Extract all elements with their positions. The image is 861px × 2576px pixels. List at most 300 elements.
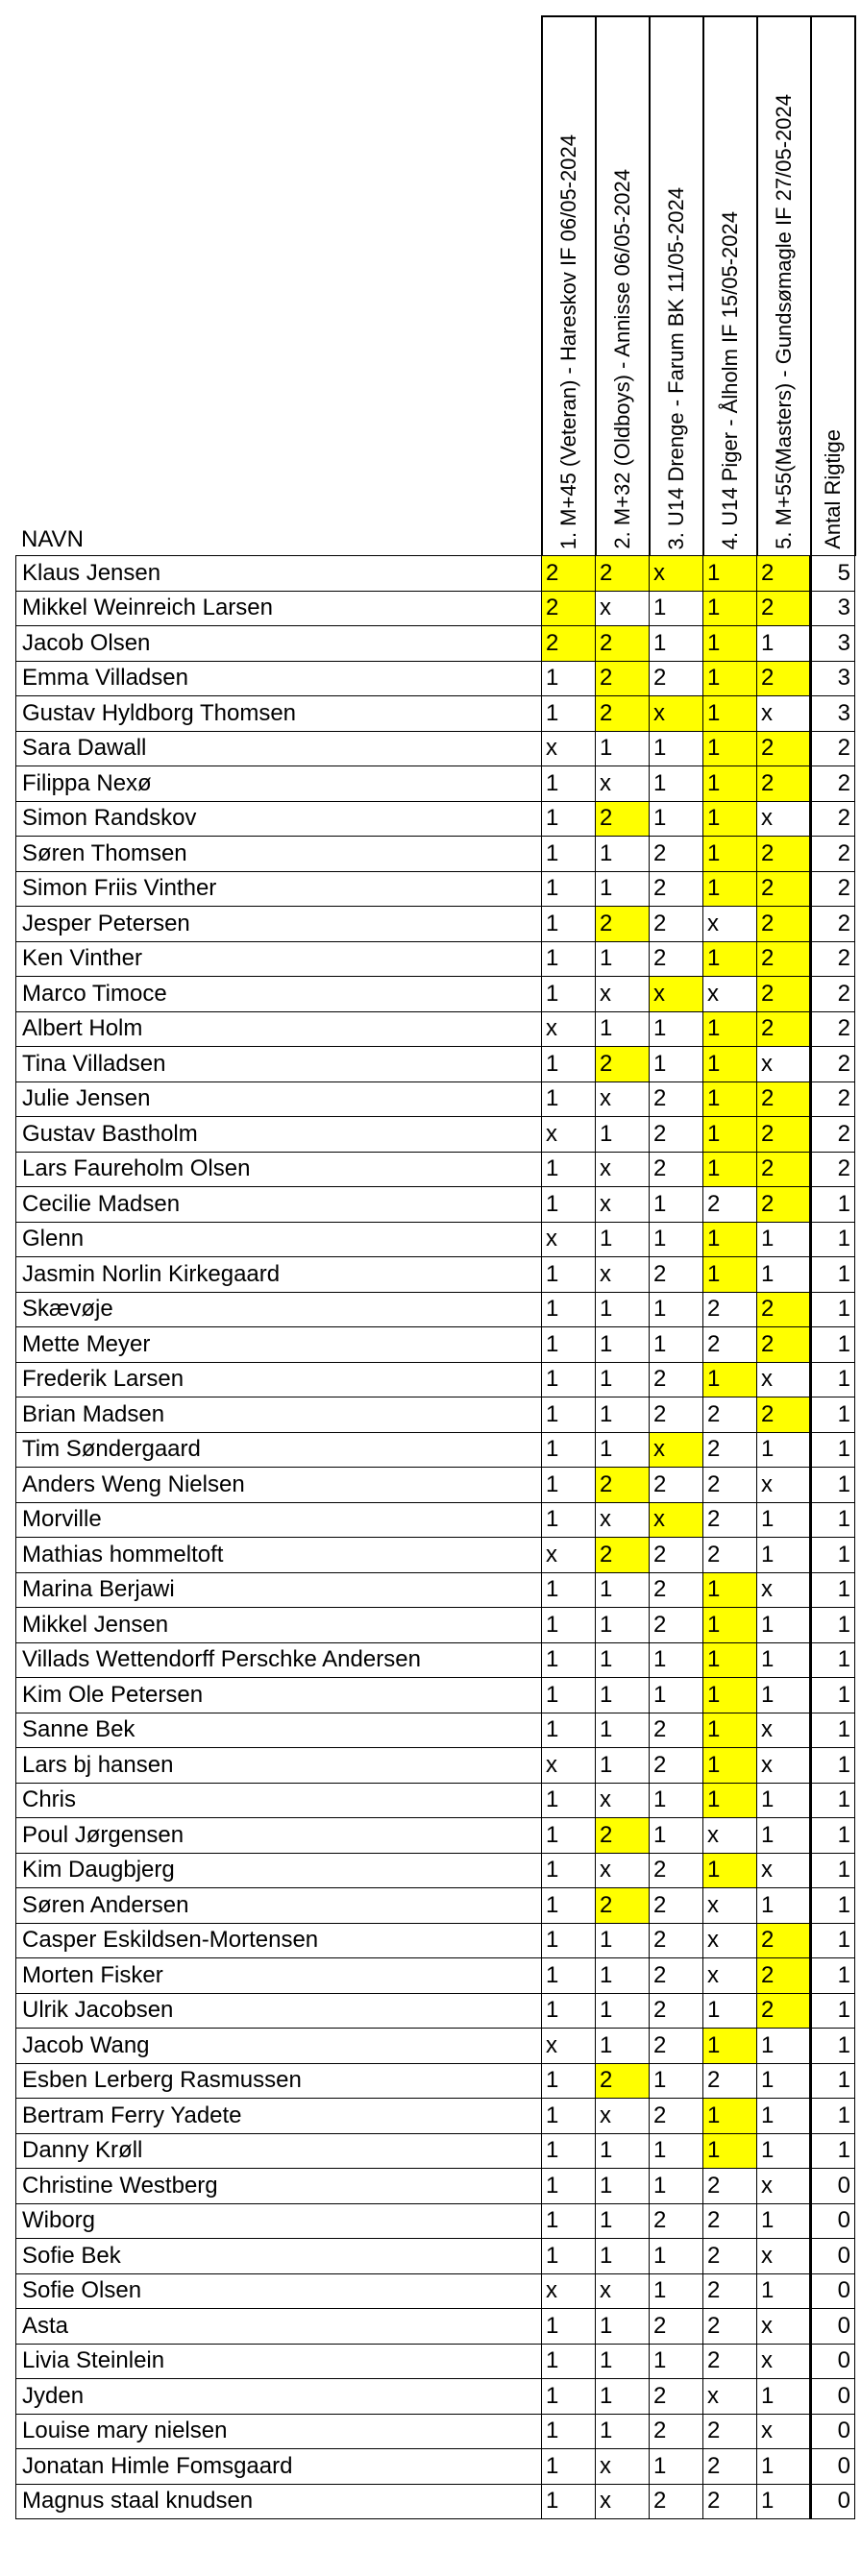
pick-cell-5: 2	[757, 837, 811, 872]
table-row	[16, 626, 855, 662]
pick-cell-3: 2	[650, 2203, 703, 2239]
pick-cell-3: 1	[650, 2169, 703, 2204]
pick-cell-4: 2	[703, 2169, 757, 2204]
pick-cell-5: 1	[757, 1888, 811, 1924]
table-row	[16, 556, 855, 592]
pick-cell-5: x	[757, 2414, 811, 2449]
table-row	[16, 1958, 855, 1994]
participant-name: Brian Madsen	[16, 1397, 542, 1433]
participant-name: Klaus Jensen	[16, 556, 542, 592]
pick-cell-5: x	[757, 1362, 811, 1397]
pick-cell-4: 2	[703, 2344, 757, 2379]
pick-cell-2: 2	[596, 556, 650, 592]
score-cell: 0	[811, 2414, 855, 2449]
pick-cell-4: 1	[703, 556, 757, 592]
score-cell: 2	[811, 907, 855, 942]
pick-cell-5: x	[757, 1853, 811, 1888]
participant-name: Gustav Bastholm	[16, 1117, 542, 1153]
pick-cell-4: 1	[703, 1011, 757, 1047]
pick-cell-3: 2	[650, 1117, 703, 1153]
participant-name: Bertram Ferry Yadete	[16, 2099, 542, 2134]
pick-cell-4: x	[703, 1888, 757, 1924]
table-row	[16, 977, 855, 1012]
pick-cell-4: 1	[703, 1608, 757, 1643]
table-row	[16, 2099, 855, 2134]
pick-cell-1: 1	[542, 696, 596, 732]
pick-cell-2: x	[596, 1853, 650, 1888]
score-cell: 0	[811, 2203, 855, 2239]
pick-cell-4: 1	[703, 591, 757, 626]
pick-cell-5: x	[757, 2239, 811, 2274]
pick-cell-5: x	[757, 801, 811, 837]
pick-cell-2: 1	[596, 2379, 650, 2415]
match-label-4: 4. U14 Piger - Ålholm IF 15/05-2024	[717, 210, 742, 549]
pick-cell-5: x	[757, 2309, 811, 2345]
table-row	[16, 1608, 855, 1643]
pick-cell-4: 2	[703, 1468, 757, 1503]
pick-cell-1: 1	[542, 2344, 596, 2379]
pick-cell-3: 2	[650, 871, 703, 907]
participant-name: Danny Krøll	[16, 2133, 542, 2169]
participant-name: Ulrik Jacobsen	[16, 1993, 542, 2029]
table-row	[16, 1678, 855, 1713]
pick-cell-1: 1	[542, 2449, 596, 2485]
pick-cell-2: 2	[596, 1468, 650, 1503]
pick-cell-2: 1	[596, 2414, 650, 2449]
table-row	[16, 731, 855, 766]
pick-cell-3: 1	[650, 1327, 703, 1363]
pick-cell-4: 2	[703, 2239, 757, 2274]
pick-cell-3: 1	[650, 626, 703, 662]
pick-cell-4: x	[703, 2379, 757, 2415]
pick-cell-2: 1	[596, 2309, 650, 2345]
pick-cell-5: 1	[757, 1678, 811, 1713]
pick-cell-5: 1	[757, 2379, 811, 2415]
pick-cell-4: 1	[703, 871, 757, 907]
pick-cell-1: 1	[542, 1327, 596, 1363]
pick-cell-1: 1	[542, 1362, 596, 1397]
pick-cell-3: 1	[650, 1818, 703, 1854]
pick-cell-4: 2	[703, 1538, 757, 1573]
table-row	[16, 1081, 855, 1117]
pick-cell-5: 1	[757, 1608, 811, 1643]
score-cell: 1	[811, 1923, 855, 1958]
pick-cell-5: 1	[757, 2273, 811, 2309]
table-row	[16, 2414, 855, 2449]
pick-cell-4: 1	[703, 1257, 757, 1293]
pick-cell-2: x	[596, 1081, 650, 1117]
table-row	[16, 801, 855, 837]
pick-cell-1: 1	[542, 2133, 596, 2169]
table-row	[16, 1572, 855, 1608]
score-cell: 2	[811, 801, 855, 837]
score-cell: 1	[811, 1397, 855, 1433]
pick-cell-5: 2	[757, 1993, 811, 2029]
pick-cell-3: 2	[650, 1958, 703, 1994]
score-cell: 1	[811, 1642, 855, 1678]
match-label-3: 3. U14 Drenge - Farum BK 11/05-2024	[663, 186, 688, 549]
pick-cell-5: 1	[757, 626, 811, 662]
participant-name: Søren Thomsen	[16, 837, 542, 872]
score-cell: 1	[811, 1432, 855, 1468]
table-row	[16, 907, 855, 942]
pick-cell-2: 2	[596, 801, 650, 837]
score-cell: 1	[811, 1572, 855, 1608]
participant-name: Glenn	[16, 1222, 542, 1257]
score-cell: 0	[811, 2239, 855, 2274]
pick-cell-3: 2	[650, 837, 703, 872]
pick-cell-1: 1	[542, 1081, 596, 1117]
pick-cell-2: 1	[596, 2133, 650, 2169]
participant-name: Jasmin Norlin Kirkegaard	[16, 1257, 542, 1293]
score-cell: 1	[811, 1818, 855, 1854]
pick-cell-1: 1	[542, 941, 596, 977]
participant-name: Sanne Bek	[16, 1713, 542, 1748]
pick-cell-4: 1	[703, 1572, 757, 1608]
pick-cell-3: 2	[650, 1748, 703, 1784]
pick-cell-4: 1	[703, 766, 757, 802]
pick-cell-5: 2	[757, 1397, 811, 1433]
score-cell: 1	[811, 1362, 855, 1397]
pick-cell-1: 1	[542, 977, 596, 1012]
pick-cell-4: 1	[703, 1853, 757, 1888]
pick-cell-2: 1	[596, 1362, 650, 1397]
pick-cell-3: 1	[650, 2133, 703, 2169]
score-cell: 2	[811, 731, 855, 766]
table-row	[16, 591, 855, 626]
match-header-1	[542, 16, 596, 556]
table-row	[16, 1502, 855, 1538]
score-cell: 2	[811, 871, 855, 907]
pick-cell-3: 1	[650, 1678, 703, 1713]
score-cell: 1	[811, 1538, 855, 1573]
match-header-4	[703, 16, 757, 556]
pick-cell-3: 2	[650, 1713, 703, 1748]
table-row	[16, 696, 855, 732]
pick-cell-2: 1	[596, 1292, 650, 1327]
table-row	[16, 1327, 855, 1363]
pick-cell-3: 1	[650, 591, 703, 626]
pick-cell-1: 1	[542, 1292, 596, 1327]
score-cell: 1	[811, 1608, 855, 1643]
table-row	[16, 2239, 855, 2274]
table-row	[16, 941, 855, 977]
pick-cell-5: 1	[757, 1818, 811, 1854]
pick-cell-5: 2	[757, 1327, 811, 1363]
pick-cell-5: 2	[757, 591, 811, 626]
pick-cell-2: 1	[596, 1642, 650, 1678]
pick-cell-2: x	[596, 2484, 650, 2519]
pick-cell-4: 2	[703, 1432, 757, 1468]
score-cell: 2	[811, 977, 855, 1012]
pick-cell-2: x	[596, 766, 650, 802]
participant-name: Frederik Larsen	[16, 1362, 542, 1397]
participant-name: Simon Friis Vinther	[16, 871, 542, 907]
pick-cell-2: 1	[596, 1117, 650, 1153]
pick-cell-1: x	[542, 1222, 596, 1257]
pick-cell-3: 1	[650, 1011, 703, 1047]
pick-cell-3: 2	[650, 1468, 703, 1503]
pick-cell-5: 2	[757, 1292, 811, 1327]
participant-name: Mikkel Jensen	[16, 1608, 542, 1643]
pick-cell-5: 1	[757, 2449, 811, 2485]
table-row	[16, 1993, 855, 2029]
pick-cell-1: 1	[542, 2063, 596, 2099]
pick-cell-4: 1	[703, 696, 757, 732]
participant-name: Mathias hommeltoft	[16, 1538, 542, 1573]
pick-cell-1: 1	[542, 1958, 596, 1994]
pick-cell-2: 1	[596, 1327, 650, 1363]
table-row	[16, 1292, 855, 1327]
pick-cell-5: 2	[757, 1011, 811, 1047]
pick-cell-3: x	[650, 977, 703, 1012]
participant-name: Wiborg	[16, 2203, 542, 2239]
pick-cell-4: x	[703, 907, 757, 942]
pick-cell-4: 1	[703, 1117, 757, 1153]
pick-cell-3: 2	[650, 1257, 703, 1293]
table-row	[16, 871, 855, 907]
pick-cell-1: 1	[542, 1432, 596, 1468]
pick-cell-1: 1	[542, 1993, 596, 2029]
pick-cell-2: 1	[596, 1432, 650, 1468]
pick-cell-1: 1	[542, 1572, 596, 1608]
pick-cell-5: 1	[757, 1502, 811, 1538]
score-cell: 1	[811, 1502, 855, 1538]
pick-cell-5: 2	[757, 731, 811, 766]
pick-cell-5: 1	[757, 1538, 811, 1573]
pick-cell-3: 2	[650, 1608, 703, 1643]
pick-cell-3: x	[650, 556, 703, 592]
pick-cell-4: x	[703, 977, 757, 1012]
pick-cell-4: 1	[703, 1783, 757, 1818]
pick-cell-4: 1	[703, 1047, 757, 1082]
pick-cell-2: 2	[596, 1538, 650, 1573]
pick-cell-1: x	[542, 1748, 596, 1784]
pick-cell-5: 1	[757, 1222, 811, 1257]
pick-cell-3: 2	[650, 1923, 703, 1958]
pick-cell-3: 2	[650, 1572, 703, 1608]
table-row	[16, 1222, 855, 1257]
pick-cell-3: 2	[650, 2484, 703, 2519]
pick-cell-5: x	[757, 1468, 811, 1503]
pick-cell-4: x	[703, 1923, 757, 1958]
pick-cell-5: 2	[757, 556, 811, 592]
score-cell: 2	[811, 1011, 855, 1047]
pick-cell-4: 1	[703, 731, 757, 766]
table-row	[16, 1748, 855, 1784]
pick-cell-5: 2	[757, 871, 811, 907]
table-row	[16, 1257, 855, 1293]
table-row	[16, 2029, 855, 2064]
pick-cell-4: 2	[703, 2449, 757, 2485]
pick-cell-4: x	[703, 1958, 757, 1994]
score-cell: 2	[811, 941, 855, 977]
score-cell: 1	[811, 2063, 855, 2099]
pick-cell-3: 2	[650, 1853, 703, 1888]
participant-name: Jyden	[16, 2379, 542, 2415]
participant-name: Sofie Olsen	[16, 2273, 542, 2309]
pick-cell-3: x	[650, 1432, 703, 1468]
pick-cell-3: 1	[650, 1047, 703, 1082]
pick-cell-3: 1	[650, 2273, 703, 2309]
pick-cell-2: x	[596, 1152, 650, 1187]
pick-cell-4: 1	[703, 1678, 757, 1713]
pick-cell-2: 1	[596, 1923, 650, 1958]
participant-name: Marina Berjawi	[16, 1572, 542, 1608]
pick-cell-2: 1	[596, 1993, 650, 2029]
pick-cell-2: x	[596, 2449, 650, 2485]
pick-cell-4: 2	[703, 1327, 757, 1363]
pick-cell-3: 1	[650, 1642, 703, 1678]
pick-cell-1: 1	[542, 1047, 596, 1082]
pick-cell-1: 2	[542, 556, 596, 592]
pick-cell-5: 2	[757, 766, 811, 802]
participant-name: Morten Fisker	[16, 1958, 542, 1994]
pick-cell-5: x	[757, 2344, 811, 2379]
score-cell: 2	[811, 837, 855, 872]
participant-name: Magnus staal knudsen	[16, 2484, 542, 2519]
pick-cell-2: 1	[596, 1222, 650, 1257]
pick-cell-1: 1	[542, 2203, 596, 2239]
table-row	[16, 2169, 855, 2204]
table-row	[16, 2133, 855, 2169]
pick-cell-2: 2	[596, 696, 650, 732]
participant-name: Jesper Petersen	[16, 907, 542, 942]
participant-name: Marco Timoce	[16, 977, 542, 1012]
participant-name: Gustav Hyldborg Thomsen	[16, 696, 542, 732]
score-cell: 0	[811, 2484, 855, 2519]
participant-name: Anders Weng Nielsen	[16, 1468, 542, 1503]
pick-cell-5: 1	[757, 1642, 811, 1678]
score-cell: 1	[811, 1713, 855, 1748]
pick-cell-2: 2	[596, 1818, 650, 1854]
table-row	[16, 1011, 855, 1047]
pick-cell-4: 1	[703, 1642, 757, 1678]
pick-cell-3: 2	[650, 2309, 703, 2345]
score-cell: 3	[811, 626, 855, 662]
score-cell: 0	[811, 2344, 855, 2379]
table-row	[16, 1152, 855, 1187]
participant-name: Albert Holm	[16, 1011, 542, 1047]
table-row	[16, 1397, 855, 1433]
pick-cell-4: 1	[703, 1152, 757, 1187]
match-label-2: 2. M+32 (Oldboys) - Annisse 06/05-2024	[609, 169, 634, 549]
table-row	[16, 1713, 855, 1748]
participant-name: Simon Randskov	[16, 801, 542, 837]
pick-cell-1: 1	[542, 1642, 596, 1678]
table-row	[16, 837, 855, 872]
pick-cell-5: x	[757, 1748, 811, 1784]
pick-cell-5: x	[757, 2169, 811, 2204]
score-cell: 0	[811, 2273, 855, 2309]
score-cell: 5	[811, 556, 855, 592]
participant-name: Kim Ole Petersen	[16, 1678, 542, 1713]
pick-cell-3: 1	[650, 1187, 703, 1223]
participant-name: Lars bj hansen	[16, 1748, 542, 1784]
pick-cell-4: 2	[703, 1187, 757, 1223]
table-row	[16, 661, 855, 696]
pick-cell-2: x	[596, 1502, 650, 1538]
pick-cell-4: 2	[703, 1502, 757, 1538]
score-cell: 1	[811, 1783, 855, 1818]
score-cell: 3	[811, 696, 855, 732]
pick-cell-3: 1	[650, 1783, 703, 1818]
table-row	[16, 1923, 855, 1958]
pick-cell-5: 1	[757, 1783, 811, 1818]
pick-cell-1: 1	[542, 2099, 596, 2134]
pick-cell-4: 2	[703, 2203, 757, 2239]
pick-cell-1: x	[542, 731, 596, 766]
pick-cell-2: x	[596, 591, 650, 626]
pick-cell-4: 1	[703, 1222, 757, 1257]
pick-cell-2: x	[596, 1783, 650, 1818]
pick-cell-5: 2	[757, 1923, 811, 1958]
pick-cell-2: x	[596, 2273, 650, 2309]
match-label-1: 1. M+45 (Veteran) - Hareskov IF 06/05-2024	[555, 134, 580, 549]
participant-name: Tina Villadsen	[16, 1047, 542, 1082]
pick-cell-2: 1	[596, 2169, 650, 2204]
match-label-5: 5. M+55(Masters) - Gundsømagle IF 27/05-2024	[771, 94, 796, 549]
score-cell: 0	[811, 2449, 855, 2485]
pick-cell-5: 2	[757, 941, 811, 977]
score-cell: 2	[811, 766, 855, 802]
score-cell: 1	[811, 1187, 855, 1223]
pick-cell-1: 1	[542, 1257, 596, 1293]
participant-name: Julie Jensen	[16, 1081, 542, 1117]
pick-cell-3: 2	[650, 1081, 703, 1117]
match-header-5	[757, 16, 811, 556]
score-cell: 2	[811, 1152, 855, 1187]
pick-cell-5: x	[757, 1713, 811, 1748]
pick-cell-2: 2	[596, 661, 650, 696]
pick-cell-5: 1	[757, 2063, 811, 2099]
pick-cell-5: x	[757, 1572, 811, 1608]
pick-cell-2: 1	[596, 1678, 650, 1713]
pick-cell-2: 1	[596, 1397, 650, 1433]
participant-name: Asta	[16, 2309, 542, 2345]
score-cell: 3	[811, 661, 855, 696]
pick-cell-1: 1	[542, 2239, 596, 2274]
pick-cell-2: 2	[596, 626, 650, 662]
pick-cell-1: x	[542, 1538, 596, 1573]
participant-name: Livia Steinlein	[16, 2344, 542, 2379]
participant-name: Jonatan Himle Fomsgaard	[16, 2449, 542, 2485]
pick-cell-3: x	[650, 1502, 703, 1538]
table-row	[16, 1362, 855, 1397]
table-row	[16, 1853, 855, 1888]
table-row	[16, 2203, 855, 2239]
participant-name: Lars Faureholm Olsen	[16, 1152, 542, 1187]
score-cell: 1	[811, 2133, 855, 2169]
pick-cell-5: x	[757, 1047, 811, 1082]
predictions-table	[15, 15, 856, 2519]
table-row	[16, 1888, 855, 1924]
pick-cell-3: 2	[650, 1888, 703, 1924]
pick-cell-2: 1	[596, 1748, 650, 1784]
participant-name: Jacob Wang	[16, 2029, 542, 2064]
participant-name: Filippa Nexø	[16, 766, 542, 802]
pick-cell-1: 1	[542, 2169, 596, 2204]
pick-cell-4: 1	[703, 626, 757, 662]
pick-cell-2: 2	[596, 2063, 650, 2099]
pick-cell-3: 2	[650, 2379, 703, 2415]
pick-cell-3: 2	[650, 1397, 703, 1433]
pick-cell-2: 2	[596, 1888, 650, 1924]
pick-cell-2: 1	[596, 871, 650, 907]
participant-name: Sofie Bek	[16, 2239, 542, 2274]
pick-cell-1: x	[542, 2273, 596, 2309]
pick-cell-3: 1	[650, 2063, 703, 2099]
